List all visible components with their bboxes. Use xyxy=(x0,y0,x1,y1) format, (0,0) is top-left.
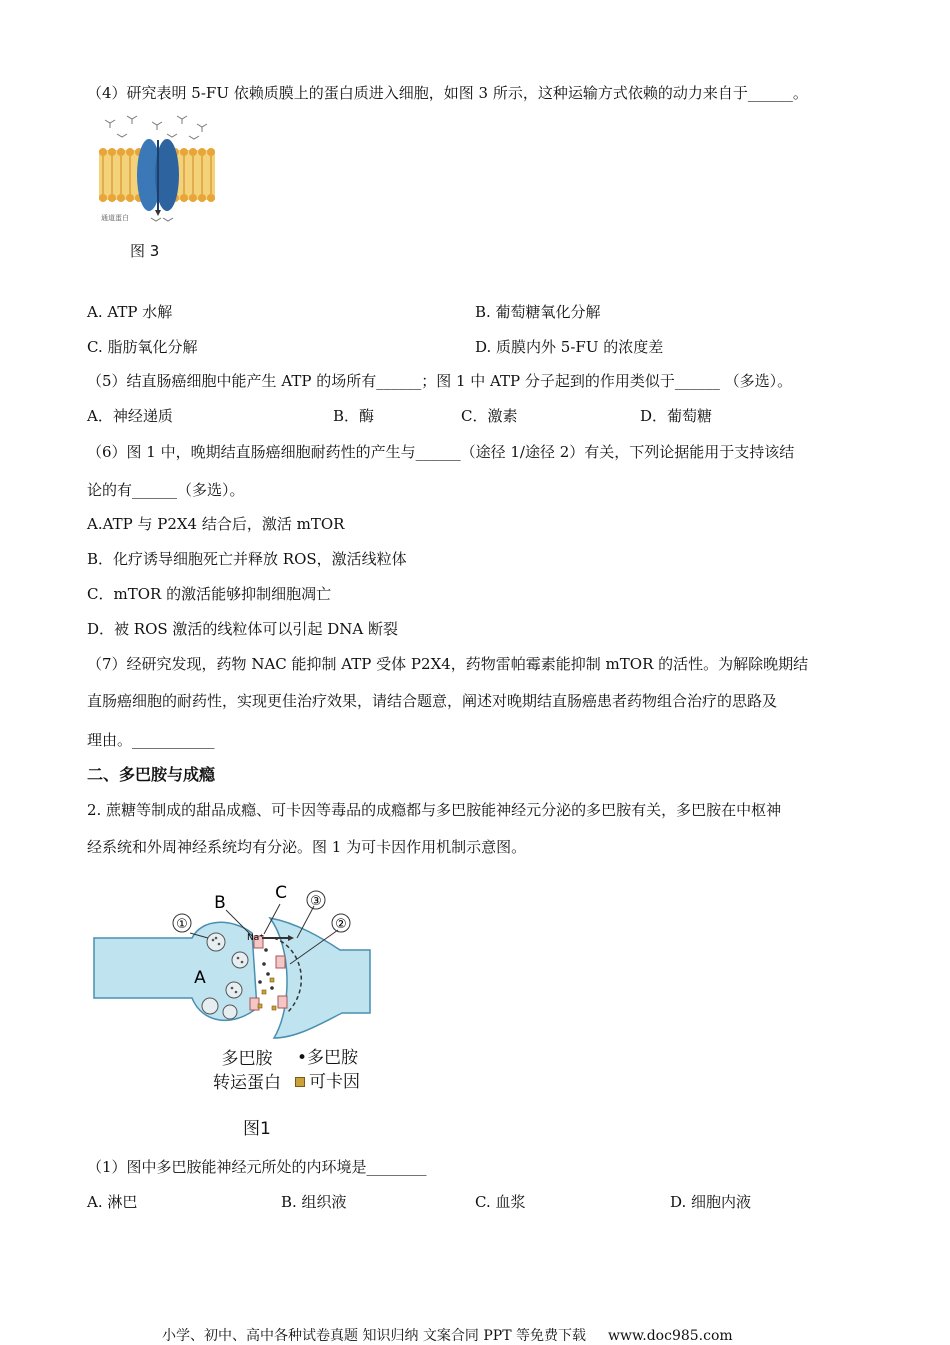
membrane-channel-figure xyxy=(97,110,217,225)
q4-option-d: D. 质膜内外 5-FU 的浓度差 xyxy=(475,338,664,356)
q7-line2: 直肠癌细胞的耐药性，实现更佳治疗效果，请结合题意，阐述对晚期结直肠癌患者药物组合治疗的思路及 xyxy=(87,692,778,710)
q5-text: （5）结直肠癌细胞中能产生 ATP 的场所有______；图 1 中 ATP 分子起到的作用类似于______ （多选）。 xyxy=(87,372,793,390)
q6-option-d: D．被 ROS 激活的线粒体可以引起 DNA 断裂 xyxy=(87,620,398,638)
footer-url[interactable]: www.doc985.com xyxy=(607,1328,733,1344)
legend-cocaine-row xyxy=(295,1067,360,1092)
postsynaptic-neuron xyxy=(270,918,370,1038)
q6-line2: 论的有______（多选）。 xyxy=(87,481,245,499)
figure3-caption: 图 3 xyxy=(130,242,160,260)
s2-q1-text: （1）图中多巴胺能神经元所处的内环境是________ xyxy=(87,1158,427,1176)
section-heading: 二、多巴胺与成瘾 xyxy=(87,765,216,784)
legend-dopamine: •多巴胺 xyxy=(297,1048,359,1068)
q6-option-c: C．mTOR 的激活能够抑制细胞凋亡 xyxy=(87,585,332,603)
cocaine-swatch-icon xyxy=(295,1077,305,1087)
q5-option-a: A．神经递质 xyxy=(87,407,173,425)
q7-line1: （7）经研究发现，药物 NAC 能抑制 ATP 受体 P2X4，药物雷帕霉素能抑制 mTOR 的活性。为解除晚期结 xyxy=(87,655,809,673)
transporter-label-line2: 转运蛋白 xyxy=(213,1073,281,1093)
footer-text: 小学、初中、高中各种试卷真题 知识归纳 文案合同 PPT 等免费下载 xyxy=(162,1328,586,1344)
label-circle-1: ① xyxy=(176,917,188,932)
s2-q1-option-d: D. 细胞内液 xyxy=(670,1193,752,1211)
figure1-caption: 图1 xyxy=(243,1119,271,1139)
q5-option-d: D．葡萄糖 xyxy=(640,407,713,425)
molecules-top xyxy=(105,116,207,139)
q6-option-a: A.ATP 与 P2X4 结合后，激活 mTOR xyxy=(87,515,345,533)
q5-option-b: B．酶 xyxy=(333,407,375,425)
intro-line2: 经系统和外周神经系统均有分泌。图 1 为可卡因作用机制示意图。 xyxy=(87,838,527,856)
label-b: B xyxy=(214,893,226,913)
transporter-label xyxy=(213,1047,281,1095)
label-c: C xyxy=(275,883,287,903)
s2-q1-option-b: B. 组织液 xyxy=(281,1193,347,1211)
q7-line3: 理由。___________ xyxy=(87,731,215,749)
q5-option-c: C．激素 xyxy=(461,407,518,425)
q4-option-b: B. 葡萄糖氧化分解 xyxy=(475,303,601,321)
label-na: Na⁺ xyxy=(247,933,264,943)
legend-cocaine: 可卡因 xyxy=(309,1072,360,1092)
channel-label: 通道蛋白 xyxy=(101,214,129,222)
q4-option-c: C. 脂肪氧化分解 xyxy=(87,338,198,356)
page-footer xyxy=(162,1325,733,1345)
q4-option-a: A. ATP 水解 xyxy=(87,303,173,321)
q6-line1: （6）图 1 中，晚期结直肠癌细胞耐药性的产生与______（途径 1/途径 2）有关，下列论据能用于支持该结 xyxy=(87,443,795,461)
receptors xyxy=(276,956,287,1008)
q4-text: （4）研究表明 5-FU 依赖质膜上的蛋白质进入细胞，如图 3 所示，这种运输方式依赖的动力来自于______。 xyxy=(87,84,808,102)
intro-line1: 2. 蔗糖等制成的甜品成瘾、可卡因等毒品的成瘾都与多巴胺能神经元分泌的多巴胺有关，多巴胺在中枢神 xyxy=(87,801,782,819)
label-a: A xyxy=(194,968,206,988)
s2-q1-option-c: C. 血浆 xyxy=(475,1193,526,1211)
q6-option-b: B．化疗诱导细胞死亡并释放 ROS，激活线粒体 xyxy=(87,550,407,568)
label-circle-3: ③ xyxy=(310,894,322,909)
label-circle-2: ② xyxy=(335,917,347,932)
transporter-label-line1: 多巴胺 xyxy=(221,1049,273,1069)
s2-q1-option-a: A. 淋巴 xyxy=(87,1193,138,1211)
